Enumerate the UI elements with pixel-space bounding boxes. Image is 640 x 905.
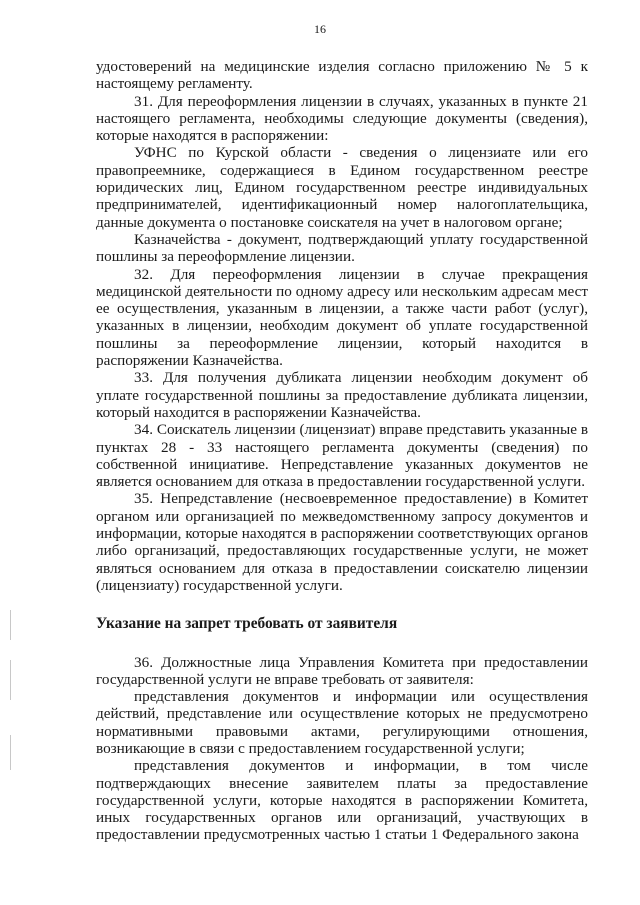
paragraph-31-treasury: Казначейства - документ, подтверждающий уплату государственной пошлины за переоформление лицензии. [96,230,588,266]
page-number: 16 [314,22,326,36]
section-heading: Указание на запрет требовать от заявителя [96,615,398,633]
paragraph-31: 31. Для переоформления лицензии в случаях, указанных в пункте 21 настоящего регламента, необходимы следующие документы (сведения), которые находятся в распоряжении: [96,92,588,145]
paragraph-continuation: удостоверений на медицинские изделия согласно приложению № 5 к настоящему регламенту. [96,58,588,93]
scan-edge-mark [10,735,11,770]
scan-edge-mark [10,610,11,640]
paragraph-36: 36. Должностные лица Управления Комитета при предоставлении государственной услуги не вправе требовать от заявителя: [96,653,588,688]
paragraph-34: 34. Соискатель лицензии (лицензиат) вправе представить указанные в пунктах 28 - 33 настоящего регламента документы (сведения) по собственной инициативе. Непредставление указанных документов не является основанием для отказа в предоставлении государственной услуги. [96,421,588,491]
paragraph-36-item-1: представления документов и информации или осуществления действий, представление или осуществление которых не предусмотрено нормативными правовыми актами, регулирующими отношения, возникающие в связи с предоставлением государственной услуги; [96,688,588,757]
paragraph-35: 35. Непредставление (несвоевременное предоставление) в Комитет органом или организацией по межведомственному запросу документов и информации, которые находятся в распоряжении соответствующих органов либо организаций, предоставляющих государственные услуги, не может являться основанием для отказа в предоставлении соискателю лицензии (лицензиату) государственной услуги. [96,490,588,594]
scan-edge-mark [10,660,11,700]
paragraph-31-ufns: УФНС по Курской области - сведения о лицензиате или его правопреемнике, содержащиеся в Едином государственном реестре юридических лиц, Едином государственном реестре индивидуальных предпринимателей, идентификационный номер налогоплательщика, данные документа о постановке соискателя на учет в налоговом органе; [96,144,588,231]
paragraph-33: 33. Для получения дубликата лицензии необходим документ об уплате государственной пошлины за предоставление дубликата лицензии, который находится в распоряжении Казначейства. [96,369,588,421]
paragraph-32: 32. Для переоформления лицензии в случае прекращения медицинской деятельности по одному адресу или нескольким адресам мест ее осуществления, указанным в лицензии, а также части работ (услуг), указанных в лицензии, необходим документ об уплате государственной пошлины за переоформление лицензии, который находится в распоряжении Казначейства. [96,265,588,370]
paragraph-36-item-2: представления документов и информации, в том числе подтверждающих внесение заявителем платы за предоставление государственной услуги, которые находятся в распоряжении Комитета, иных государственных органов или организаций, участвующих в предоставлении предусмотренных частью 1 статьи 1 Федерального закона [96,757,588,844]
document-body [96,58,588,844]
